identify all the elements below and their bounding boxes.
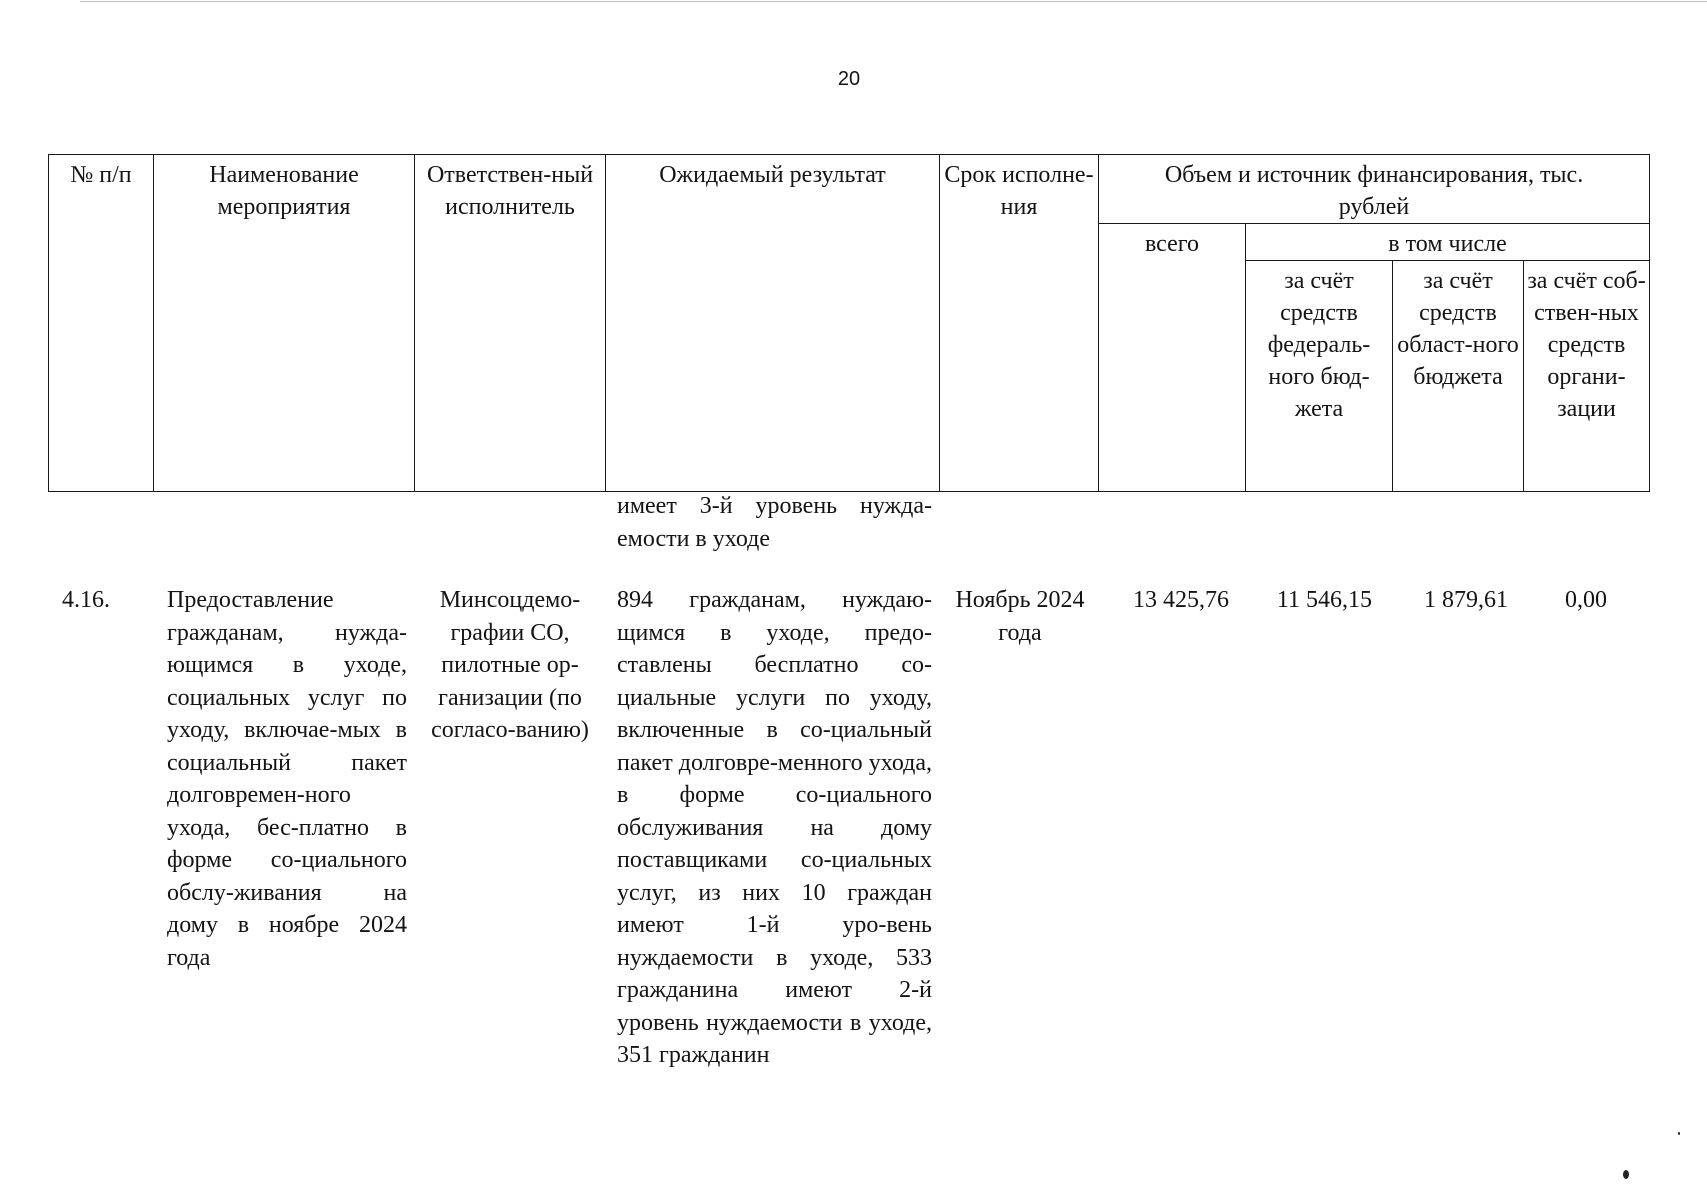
header-name: Наименование мероприятия [154, 155, 415, 492]
row-total: 13 425,76 [1133, 587, 1229, 613]
page-number: 20 [837, 68, 861, 90]
table-header [48, 154, 1650, 492]
header-federal: за счёт средств федераль-ного бюд-жета [1246, 261, 1393, 492]
header-own: за счёт соб-ствен-ных средств органи-зации [1524, 261, 1650, 492]
row-own: 0,00 [1565, 587, 1607, 613]
header-including: в том числе [1246, 224, 1650, 261]
header-regional: за счёт средств област-ного бюджета [1393, 261, 1524, 492]
scan-speck [1623, 1170, 1629, 1179]
row-result: 894 гражданам, нуждаю-щимся в уходе, предо-ставлены бесплатно со-циальные услуги по уходу, включенные в со-циальный пакет долговре-менного ухода, в форме со-циального обслуживания на дому поставщиками со-циальных услуг, из них 10 граждан имеют 1-й уро-вень нуждаемости в уходе, 533 гражданина имеют 2-й уровень нуждаемости в уходе, 351 гражданин [617, 587, 932, 1068]
header-num: № п/п [49, 155, 154, 492]
header-funding: Объем и источник финансирования, тыс. рублей [1099, 155, 1650, 224]
row-regional: 1 879,61 [1424, 587, 1508, 613]
scan-edge-line [80, 1, 1707, 2]
header-result: Ожидаемый результат [606, 155, 940, 492]
header-deadline: Срок исполне-ния [940, 155, 1099, 492]
row-num: 4.16. [62, 587, 110, 613]
row-name: Предоставление гражданам, нужда-ющимся в уходе, социальных услуг по уходу, включае-мых в социальный пакет долговремен-ного ухода, бес-платно в форме со-циального обслу-живания на дому в ноябре 2024 года [167, 587, 407, 971]
row-executor: Минсоцдемо-графии СО, пилотные ор-ганизации (по согласо-ванию) [431, 587, 589, 743]
continuation-text: имеет 3-й уровень нужда-емости в уходе [617, 493, 932, 552]
row-federal: 11 546,15 [1276, 587, 1372, 613]
header-total: всего [1099, 224, 1246, 492]
scan-speck [1678, 1132, 1680, 1135]
header-executor: Ответствен-ный исполнитель [415, 155, 606, 492]
row-deadline: Ноябрь 2024 года [955, 587, 1085, 646]
